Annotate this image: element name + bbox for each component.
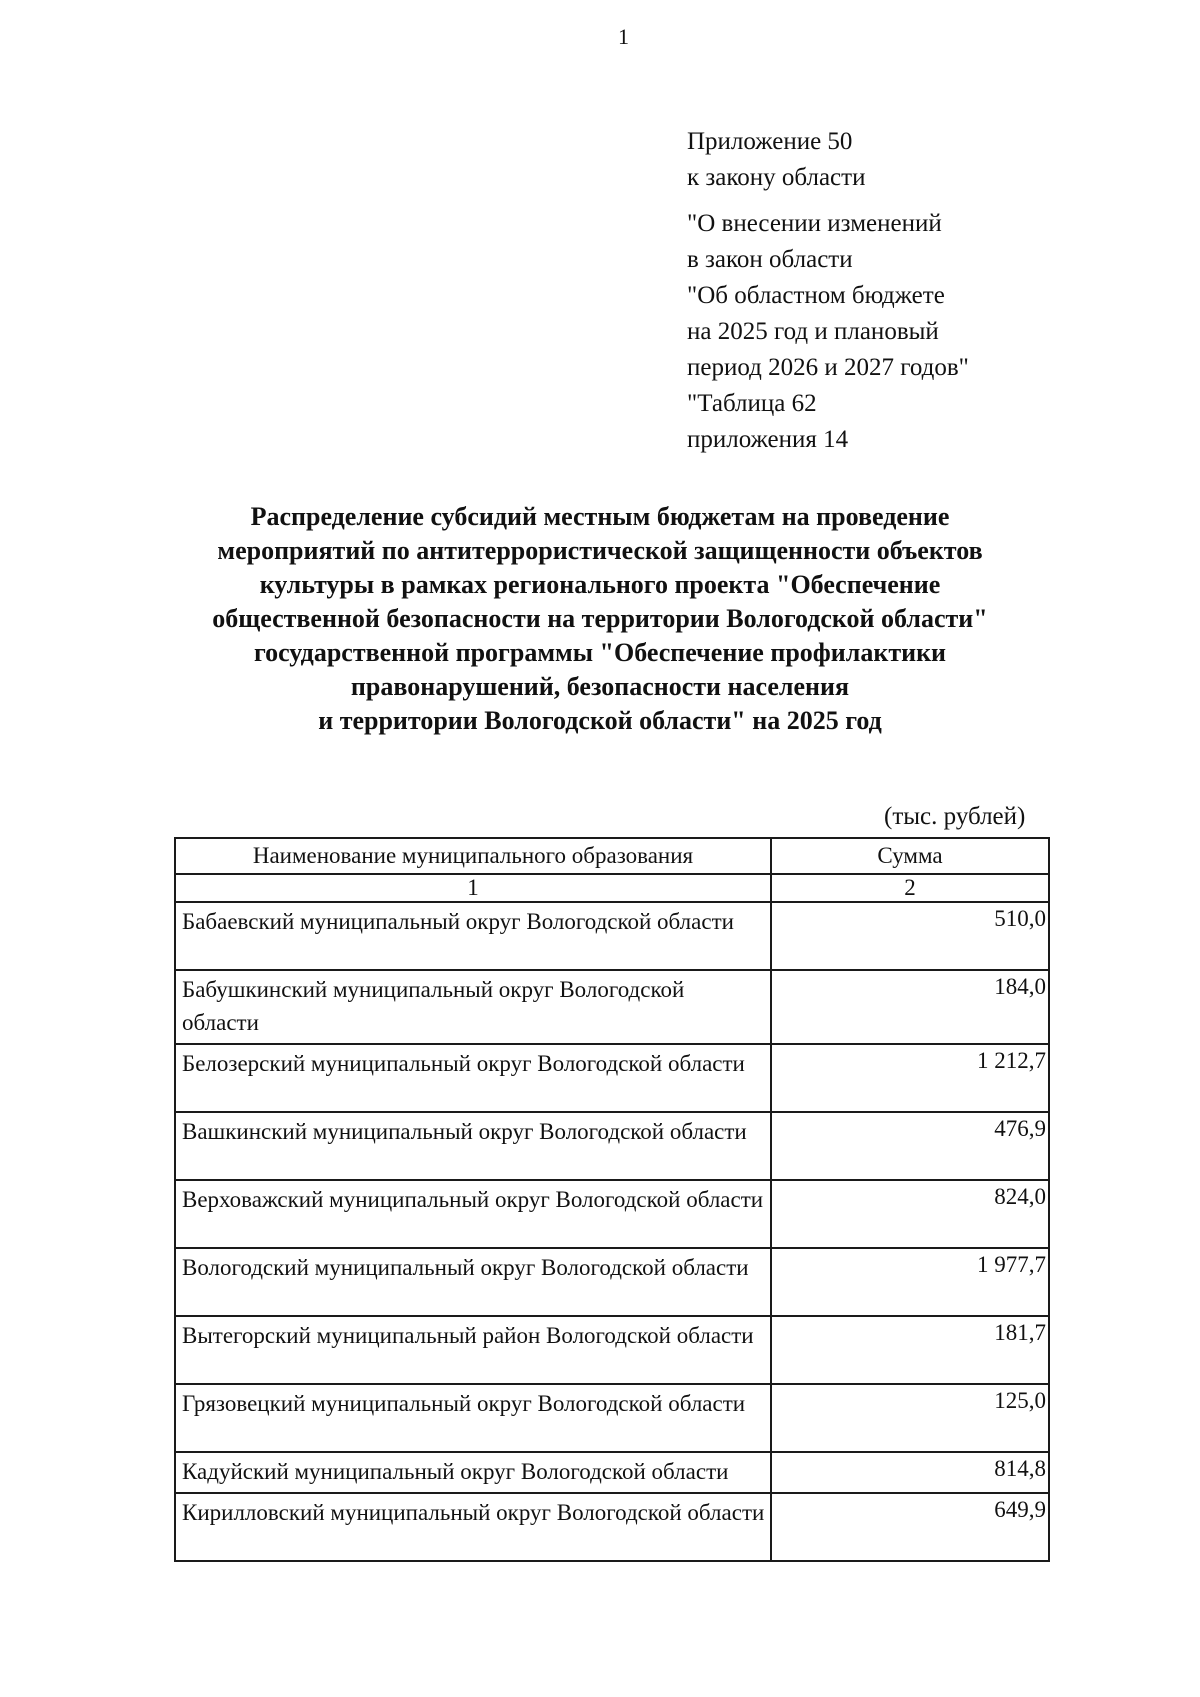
municipality-name: Кирилловский муниципальный округ Вологодской области [175,1493,771,1561]
subsidy-amount: 814,8 [771,1452,1049,1493]
municipality-name: Верховажский муниципальный округ Вологодской области [175,1180,771,1248]
subsidy-amount: 184,0 [771,970,1049,1044]
municipality-name: Бабаевский муниципальный округ Вологодской области [175,902,771,970]
appendix-line: приложения 14 [687,426,849,453]
units-label: (тыс. рублей) [884,803,1026,830]
subsidy-amount: 125,0 [771,1384,1049,1452]
title-line: государственной программы "Обеспечение профилактики [253,638,947,667]
municipality-name: Белозерский муниципальный округ Вологодской области [175,1044,771,1112]
title-line: общественной безопасности на территории Вологодской области" [212,604,988,633]
title-line: Распределение субсидий местным бюджетам на проведение [250,502,950,531]
title-line: правонарушений, безопасности населения [350,672,850,701]
column-number-sum: 2 [771,874,1049,902]
municipality-name: Грязовецкий муниципальный округ Вологодской области [175,1384,771,1452]
header-name: Наименование муниципального образования [175,838,771,874]
appendix-line: в закон области [687,246,853,273]
table-row [175,1248,1049,1316]
appendix-line: "О внесении изменений [687,210,942,237]
table-row [175,1112,1049,1180]
title-line: мероприятий по антитеррористической защищенности объектов [217,536,983,565]
appendix-line: "Таблица 62 [687,390,817,417]
table-row [175,1452,1049,1493]
column-number-name: 1 [175,874,771,902]
municipality-name: Кадуйский муниципальный округ Вологодской области [175,1452,771,1493]
title-line: и территории Вологодской области" на 2025 год [318,706,882,735]
page-number: 1 [618,24,629,49]
table-row [175,1316,1049,1384]
document-title [150,500,1050,738]
subsidy-amount: 649,9 [771,1493,1049,1561]
appendix-line: период 2026 и 2027 годов" [687,354,969,381]
column-number-row [175,874,1049,902]
appendix-line: на 2025 год и плановый [687,318,939,345]
municipality-name: Вологодский муниципальный округ Вологодской области [175,1248,771,1316]
subsidy-amount: 824,0 [771,1180,1049,1248]
subsidy-amount: 476,9 [771,1112,1049,1180]
municipality-name: Вашкинский муниципальный округ Вологодской области [175,1112,771,1180]
appendix-block [687,124,1107,458]
appendix-line: к закону области [687,164,866,191]
subsidy-amount: 1 977,7 [771,1248,1049,1316]
title-line: культуры в рамках регионального проекта "Обеспечение [259,570,941,599]
table-row [175,1493,1049,1561]
subsidy-amount: 1 212,7 [771,1044,1049,1112]
appendix-line: Приложение 50 [687,128,853,155]
table-row [175,970,1049,1044]
table-header-row [175,838,1049,874]
municipality-name: Вытегорский муниципальный район Вологодской области [175,1316,771,1384]
table-row [175,1180,1049,1248]
appendix-line: "Об областном бюджете [687,282,945,309]
table-row [175,1044,1049,1112]
subsidy-amount: 181,7 [771,1316,1049,1384]
municipality-name: Бабушкинский муниципальный округ Вологодской области [175,970,771,1044]
header-sum: Сумма [771,838,1049,874]
subsidy-table [174,837,1050,1562]
table-row [175,902,1049,970]
table-row [175,1384,1049,1452]
subsidy-amount: 510,0 [771,902,1049,970]
